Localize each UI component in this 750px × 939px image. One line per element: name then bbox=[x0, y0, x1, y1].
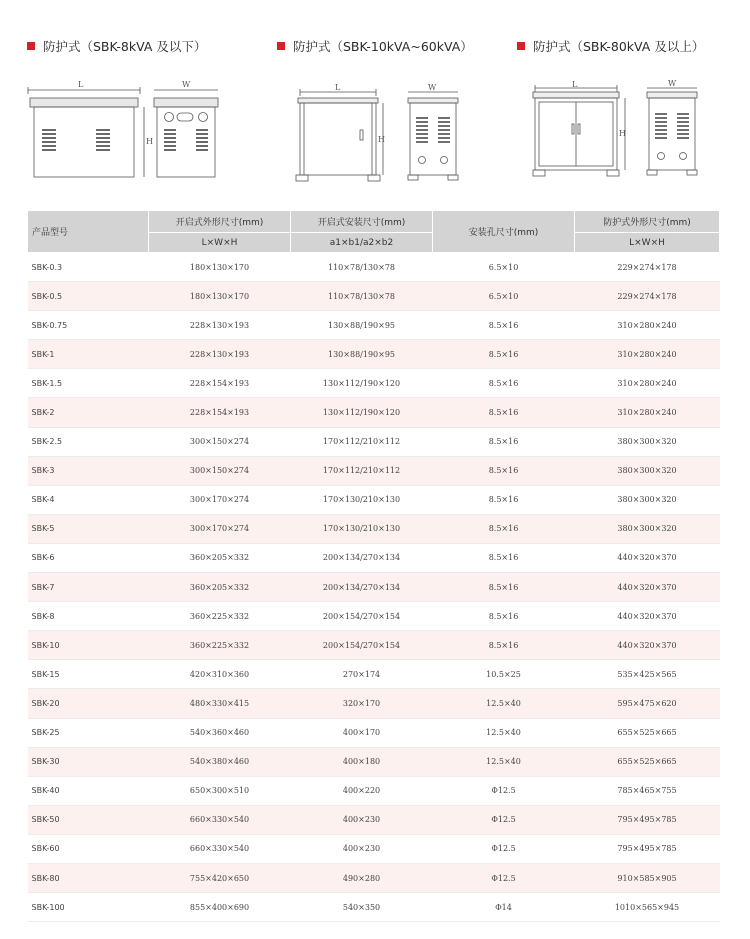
table-row bbox=[28, 282, 720, 311]
cell-hole: 8.5×16 bbox=[433, 573, 575, 602]
cell-prot-dim: 535×425×565 bbox=[575, 660, 720, 689]
cell-open-mount: 110×78/130×78 bbox=[291, 282, 433, 311]
cell-open-mount: 130×88/190×95 bbox=[291, 340, 433, 369]
table-row bbox=[28, 485, 720, 514]
cell-open-dim: 300×150×274 bbox=[149, 456, 291, 485]
label-L: L bbox=[335, 83, 341, 92]
cell-open-dim: 660×330×540 bbox=[149, 834, 291, 863]
cell-prot-dim: 310×280×240 bbox=[575, 369, 720, 398]
cell-prot-dim: 595×475×620 bbox=[575, 689, 720, 718]
label-W: W bbox=[668, 80, 677, 88]
label-H: H bbox=[146, 137, 153, 146]
red-square-bullet bbox=[277, 42, 285, 50]
cell-open-mount: 200×134/270×134 bbox=[291, 543, 433, 572]
cell-prot-dim: 310×280×240 bbox=[575, 311, 720, 340]
label-H: H bbox=[619, 129, 626, 138]
cell-hole: 8.5×16 bbox=[433, 485, 575, 514]
cell-model: SBK-3 bbox=[28, 456, 149, 485]
header-model: 产品型号 bbox=[28, 211, 149, 253]
cell-open-dim: 360×225×332 bbox=[149, 602, 291, 631]
cell-prot-dim: 1010×565×945 bbox=[575, 893, 720, 922]
cell-model: SBK-0.5 bbox=[28, 282, 149, 311]
cell-open-dim: 228×154×193 bbox=[149, 369, 291, 398]
cell-model: SBK-5 bbox=[28, 514, 149, 543]
header-prot-dim: 防护式外形尺寸(mm) bbox=[575, 211, 720, 233]
cell-open-mount: 400×170 bbox=[291, 718, 433, 747]
cell-prot-dim: 440×320×370 bbox=[575, 602, 720, 631]
cell-open-mount: 200×154/270×154 bbox=[291, 631, 433, 660]
cell-prot-dim: 380×300×320 bbox=[575, 514, 720, 543]
cell-open-dim: 228×130×193 bbox=[149, 311, 291, 340]
table-row bbox=[28, 893, 720, 922]
cell-model: SBK-20 bbox=[28, 689, 149, 718]
cell-prot-dim: 440×320×370 bbox=[575, 543, 720, 572]
cell-model: SBK-15 bbox=[28, 660, 149, 689]
cell-open-dim: 420×310×360 bbox=[149, 660, 291, 689]
cell-model: SBK-7 bbox=[28, 573, 149, 602]
table-row bbox=[28, 805, 720, 834]
cell-open-mount: 170×130/210×130 bbox=[291, 514, 433, 543]
section-heading-large bbox=[517, 37, 704, 55]
cell-prot-dim: 229×274×178 bbox=[575, 253, 720, 282]
cell-hole: 6.5×10 bbox=[433, 253, 575, 282]
cell-open-dim: 540×380×460 bbox=[149, 747, 291, 776]
table-row bbox=[28, 747, 720, 776]
cell-prot-dim: 655×525×665 bbox=[575, 747, 720, 776]
header-open-mount-sub: a1×b1/a2×b2 bbox=[291, 233, 433, 253]
cell-prot-dim: 229×274×178 bbox=[575, 282, 720, 311]
cell-open-mount: 200×154/270×154 bbox=[291, 602, 433, 631]
cell-open-mount: 400×230 bbox=[291, 805, 433, 834]
cell-model: SBK-2 bbox=[28, 398, 149, 427]
cell-model: SBK-1 bbox=[28, 340, 149, 369]
cell-open-mount: 200×134/270×134 bbox=[291, 573, 433, 602]
cell-hole: 6.5×10 bbox=[433, 282, 575, 311]
cell-model: SBK-60 bbox=[28, 834, 149, 863]
cell-prot-dim: 655×525×665 bbox=[575, 718, 720, 747]
table-row bbox=[28, 514, 720, 543]
cell-open-dim: 180×130×170 bbox=[149, 253, 291, 282]
table-row bbox=[28, 834, 720, 863]
cell-open-mount: 170×130/210×130 bbox=[291, 485, 433, 514]
cell-open-dim: 300×150×274 bbox=[149, 427, 291, 456]
cell-hole: Φ12.5 bbox=[433, 834, 575, 863]
cell-open-mount: 540×350 bbox=[291, 893, 433, 922]
cell-model: SBK-2.5 bbox=[28, 427, 149, 456]
cell-prot-dim: 380×300×320 bbox=[575, 456, 720, 485]
table-row bbox=[28, 602, 720, 631]
cell-model: SBK-25 bbox=[28, 718, 149, 747]
cell-open-mount: 110×78/130×78 bbox=[291, 253, 433, 282]
cell-prot-dim: 795×495×785 bbox=[575, 805, 720, 834]
cell-open-dim: 660×330×540 bbox=[149, 805, 291, 834]
cell-model: SBK-50 bbox=[28, 805, 149, 834]
table-row bbox=[28, 456, 720, 485]
cell-open-dim: 360×205×332 bbox=[149, 543, 291, 572]
table-row bbox=[28, 718, 720, 747]
cell-prot-dim: 785×465×755 bbox=[575, 776, 720, 805]
cell-prot-dim: 310×280×240 bbox=[575, 398, 720, 427]
cell-hole: 8.5×16 bbox=[433, 514, 575, 543]
cell-model: SBK-80 bbox=[28, 863, 149, 892]
cell-open-dim: 360×225×332 bbox=[149, 631, 291, 660]
table-row bbox=[28, 689, 720, 718]
cell-hole: 12.5×40 bbox=[433, 747, 575, 776]
cell-hole: Φ14 bbox=[433, 893, 575, 922]
cell-open-mount: 130×112/190×120 bbox=[291, 369, 433, 398]
cell-open-dim: 228×154×193 bbox=[149, 398, 291, 427]
header-open-dim: 开启式外形尺寸(mm) bbox=[149, 211, 291, 233]
cell-model: SBK-1.5 bbox=[28, 369, 149, 398]
cell-model: SBK-0.75 bbox=[28, 311, 149, 340]
table-row bbox=[28, 253, 720, 282]
enclosure-drawing-large bbox=[527, 80, 717, 188]
table-row bbox=[28, 631, 720, 660]
cell-open-dim: 480×330×415 bbox=[149, 689, 291, 718]
cell-hole: 10.5×25 bbox=[433, 660, 575, 689]
cell-hole: 8.5×16 bbox=[433, 456, 575, 485]
cell-model: SBK-8 bbox=[28, 602, 149, 631]
cell-open-dim: 755×420×650 bbox=[149, 863, 291, 892]
cell-open-dim: 650×300×510 bbox=[149, 776, 291, 805]
heading-text: 防护式（SBK-80kVA 及以上） bbox=[533, 39, 705, 54]
cell-hole: Φ12.5 bbox=[433, 776, 575, 805]
label-L: L bbox=[78, 80, 84, 89]
table-row bbox=[28, 340, 720, 369]
cell-open-dim: 180×130×170 bbox=[149, 282, 291, 311]
cell-open-mount: 170×112/210×112 bbox=[291, 456, 433, 485]
label-W: W bbox=[428, 83, 437, 92]
heading-text: 防护式（SBK-10kVA~60kVA） bbox=[293, 39, 473, 54]
table-row bbox=[28, 863, 720, 892]
header-hole: 安装孔尺寸(mm) bbox=[433, 211, 575, 253]
cell-open-mount: 400×230 bbox=[291, 834, 433, 863]
cell-hole: 8.5×16 bbox=[433, 340, 575, 369]
cell-open-mount: 270×174 bbox=[291, 660, 433, 689]
label-H: H bbox=[378, 135, 385, 144]
cell-hole: 8.5×16 bbox=[433, 398, 575, 427]
cell-prot-dim: 440×320×370 bbox=[575, 573, 720, 602]
table-row bbox=[28, 573, 720, 602]
table-row bbox=[28, 543, 720, 572]
spec-table bbox=[27, 210, 720, 922]
heading-text: 防护式（SBK-8kVA 及以下） bbox=[43, 39, 207, 54]
cell-model: SBK-10 bbox=[28, 631, 149, 660]
table-row bbox=[28, 776, 720, 805]
cell-prot-dim: 310×280×240 bbox=[575, 340, 720, 369]
cell-hole: 8.5×16 bbox=[433, 427, 575, 456]
cell-prot-dim: 910×585×905 bbox=[575, 863, 720, 892]
cell-hole: 8.5×16 bbox=[433, 311, 575, 340]
header-prot-dim-sub: L×W×H bbox=[575, 233, 720, 253]
header-open-dim-sub: L×W×H bbox=[149, 233, 291, 253]
cell-prot-dim: 380×300×320 bbox=[575, 427, 720, 456]
cell-open-dim: 228×130×193 bbox=[149, 340, 291, 369]
table-row bbox=[28, 660, 720, 689]
cell-model: SBK-100 bbox=[28, 893, 149, 922]
section-heading-small bbox=[27, 37, 206, 55]
table-row bbox=[28, 369, 720, 398]
header-open-mount: 开启式安装尺寸(mm) bbox=[291, 211, 433, 233]
cell-prot-dim: 795×495×785 bbox=[575, 834, 720, 863]
cell-hole: 8.5×16 bbox=[433, 369, 575, 398]
table-row bbox=[28, 427, 720, 456]
cell-hole: Φ12.5 bbox=[433, 863, 575, 892]
cell-model: SBK-0.3 bbox=[28, 253, 149, 282]
section-heading-medium bbox=[277, 37, 473, 55]
cell-hole: Φ12.5 bbox=[433, 805, 575, 834]
cell-open-mount: 400×220 bbox=[291, 776, 433, 805]
cell-prot-dim: 380×300×320 bbox=[575, 485, 720, 514]
cell-hole: 8.5×16 bbox=[433, 543, 575, 572]
enclosure-drawing-small bbox=[22, 72, 232, 190]
cell-model: SBK-30 bbox=[28, 747, 149, 776]
cell-model: SBK-40 bbox=[28, 776, 149, 805]
cell-open-dim: 855×400×690 bbox=[149, 893, 291, 922]
spec-table-body bbox=[28, 253, 720, 922]
cell-open-dim: 360×205×332 bbox=[149, 573, 291, 602]
cell-open-mount: 130×88/190×95 bbox=[291, 311, 433, 340]
label-L: L bbox=[572, 80, 578, 89]
cell-model: SBK-4 bbox=[28, 485, 149, 514]
cell-open-mount: 170×112/210×112 bbox=[291, 427, 433, 456]
cell-prot-dim: 440×320×370 bbox=[575, 631, 720, 660]
red-square-bullet bbox=[27, 42, 35, 50]
cell-hole: 12.5×40 bbox=[433, 689, 575, 718]
cell-open-dim: 540×360×460 bbox=[149, 718, 291, 747]
table-row bbox=[28, 311, 720, 340]
cell-open-mount: 320×170 bbox=[291, 689, 433, 718]
cell-open-dim: 300×170×274 bbox=[149, 485, 291, 514]
cell-open-mount: 490×280 bbox=[291, 863, 433, 892]
cell-hole: 8.5×16 bbox=[433, 602, 575, 631]
label-W: W bbox=[182, 80, 191, 89]
cell-open-dim: 300×170×274 bbox=[149, 514, 291, 543]
cell-open-mount: 130×112/190×120 bbox=[291, 398, 433, 427]
enclosure-drawing-medium bbox=[290, 80, 470, 188]
cell-hole: 8.5×16 bbox=[433, 631, 575, 660]
red-square-bullet bbox=[517, 42, 525, 50]
cell-hole: 12.5×40 bbox=[433, 718, 575, 747]
table-row bbox=[28, 398, 720, 427]
cell-open-mount: 400×180 bbox=[291, 747, 433, 776]
cell-model: SBK-6 bbox=[28, 543, 149, 572]
